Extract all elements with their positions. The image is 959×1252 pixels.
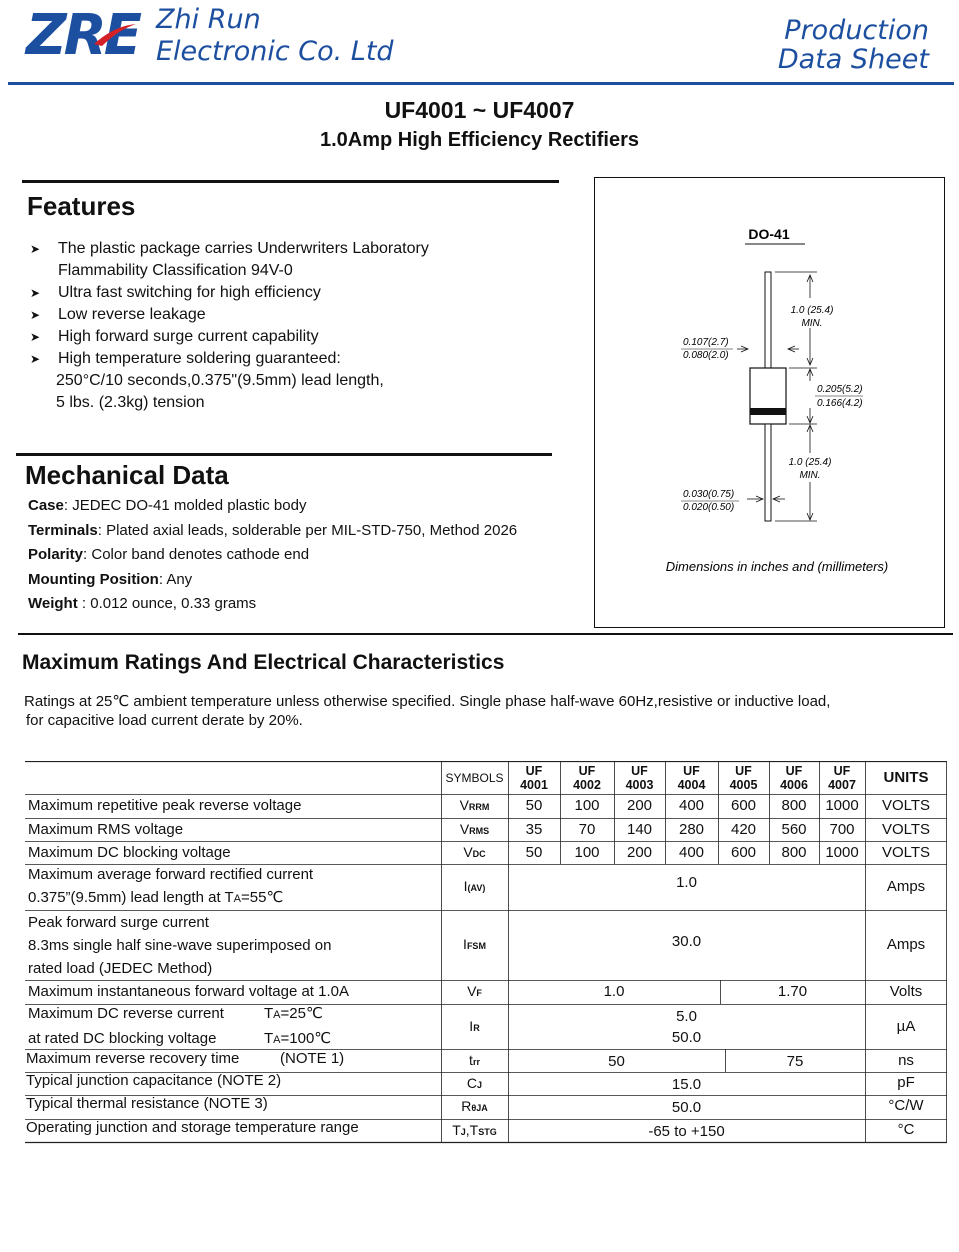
parameter-value: 560: [781, 820, 807, 838]
mechanical-value: : 0.012 ounce, 0.33 grams: [77, 595, 257, 612]
symbol-text: I(AV): [463, 878, 486, 894]
feature-item: [30, 304, 560, 326]
cell-line: 4003: [625, 777, 654, 792]
model-header: [560, 761, 614, 794]
cathode-band: [750, 408, 786, 415]
ratings-note-line1: Ratings at 25℃ ambient temperature unless otherwise specified. Single phase half-wave 60Hz,resistive or inductive load,: [24, 693, 831, 710]
model-header: [819, 761, 865, 794]
parameter-value: 280: [678, 820, 705, 838]
parameter-symbol: [441, 818, 508, 841]
symbol-text: VRMS: [459, 820, 490, 837]
cell-line: UF: [578, 763, 596, 778]
mechanical-row: [28, 519, 517, 544]
mechanical-row: [28, 494, 517, 519]
mechanical-value: : Any: [158, 570, 193, 588]
feature-text: Low reverse leakage: [58, 306, 206, 323]
cell-line: 4001: [520, 777, 548, 792]
part-range-title: UF4001 ~ UF4007: [384, 97, 575, 123]
parameter-symbol: [441, 841, 508, 864]
mechanical-value: : Plated axial leads, solderable per MIL-STD-750, Method 2026: [97, 521, 518, 539]
cell-line: UF: [631, 763, 648, 778]
parameter-description: Typical thermal resistance (NOTE 3): [26, 1095, 268, 1112]
parameter-value: 70: [578, 820, 596, 838]
parameter-symbol: [441, 794, 508, 818]
mechanical-label: Mounting Position: [28, 570, 159, 588]
mechanical-label: Weight: [28, 595, 78, 612]
parameter-value: 1.70: [777, 983, 808, 1000]
arrow-bullet-icon: ➤: [30, 308, 41, 322]
parameter-value: 140: [626, 820, 653, 838]
features-heading: Features: [27, 191, 136, 221]
svg-text:0.205(5.2): 0.205(5.2): [817, 384, 863, 395]
parameter-description: Maximum reverse recovery time (NOTE 1): [26, 1049, 345, 1067]
parameter-description: Maximum repetitive peak reverse voltage: [28, 797, 302, 814]
parameter-value: 600: [730, 843, 757, 861]
logo-swoosh-icon: [92, 18, 138, 48]
feature-text: Flammability Classification 94V-0: [58, 262, 293, 279]
cell-line: 50.0: [671, 1028, 702, 1046]
cell-line: rated load (JEDEC Method): [28, 959, 213, 977]
svg-text:0.020(0.50): 0.020(0.50): [683, 502, 735, 513]
arrow-bullet-icon: ➤: [30, 242, 41, 256]
parameter-unit: µA: [896, 1017, 916, 1035]
mechanical-label: Case: [28, 497, 64, 514]
ratings-note-line2: for capacitive load current derate by 20%.: [26, 712, 303, 729]
feature-text: 5 lbs. (2.3kg) tension: [56, 394, 205, 411]
parameter-unit: Volts: [889, 983, 923, 1000]
units-header: UNITS: [883, 768, 929, 786]
company-name: Zhi Run Electronic Co. Ltd: [156, 4, 394, 67]
symbol-text: TJ,TSTG: [452, 1121, 497, 1138]
parameter-value: 1.0: [676, 874, 697, 891]
model-header: [508, 761, 560, 794]
cell-line: 4007: [828, 777, 856, 792]
parameter-value: 30.0: [671, 933, 702, 950]
symbol-text: VRRM: [459, 797, 490, 813]
parameter-unit: Amps: [886, 878, 926, 895]
parameter-unit: Amps: [886, 936, 926, 953]
symbol-text: IFSM: [463, 936, 486, 952]
features-list: [30, 238, 560, 414]
svg-text:1.0 (25.4): 1.0 (25.4): [788, 457, 832, 468]
svg-text:0.030(0.75): 0.030(0.75): [683, 489, 735, 500]
feature-item: [30, 282, 560, 304]
feature-text: Ultra fast switching for high efficiency: [58, 284, 321, 301]
mechanical-label: Polarity: [28, 546, 84, 563]
parameter-unit: VOLTS: [881, 820, 931, 838]
parameter-value: 1.0: [603, 983, 625, 1000]
svg-text:0.080(2.0): 0.080(2.0): [683, 350, 729, 361]
parameter-value: [508, 1004, 865, 1049]
parameter-symbol: [441, 910, 508, 980]
cell-line: 4006: [780, 777, 808, 792]
parameter-symbol: [441, 980, 508, 1004]
cell-line: 4004: [677, 777, 706, 792]
parameter-unit: VOLTS: [881, 843, 931, 861]
svg-text:0.166(4.2): 0.166(4.2): [817, 398, 863, 409]
ratings-heading: Maximum Ratings And Electrical Characteristics: [22, 651, 505, 674]
cell-line: 4002: [573, 777, 601, 792]
features-divider: [22, 180, 559, 183]
company-logo: ZRE: [26, 3, 139, 68]
parameter-value: 400: [678, 797, 705, 814]
mechanical-label: Terminals: [28, 521, 98, 539]
header-divider: [8, 82, 954, 85]
arrow-bullet-icon: ➤: [30, 352, 41, 366]
package-label: DO-41: [748, 226, 790, 242]
ratings-table: [25, 761, 947, 1145]
feature-item: [30, 238, 560, 282]
ratings-divider: [18, 633, 953, 635]
parameter-unit: °C: [897, 1120, 915, 1138]
product-subtitle: 1.0Amp High Efficiency Rectifiers: [320, 129, 639, 151]
cell-line: UF: [683, 763, 700, 778]
feature-text: High forward surge current capability: [58, 328, 319, 345]
parameter-description: [28, 864, 438, 910]
parameter-description: [28, 910, 438, 980]
symbol-text: VDC: [463, 843, 486, 860]
feature-text: 250°C/10 seconds,0.375"(9.5mm) lead length,: [56, 372, 384, 389]
parameter-value: 50: [525, 797, 543, 814]
parameter-value: 50.0: [671, 1099, 702, 1116]
feature-text: High temperature soldering guaranteed:: [58, 350, 341, 367]
cell-line: 5.0: [676, 1007, 697, 1025]
arrow-bullet-icon: ➤: [30, 286, 41, 300]
model-header: [769, 761, 819, 794]
mechanical-divider: [16, 453, 552, 456]
mechanical-data-list: [28, 494, 517, 617]
parameter-value: 200: [626, 843, 653, 861]
parameter-unit: °C/W: [888, 1097, 924, 1114]
symbols-header: SYMBOLS: [445, 770, 504, 785]
svg-text:MIN.: MIN.: [801, 318, 823, 329]
document-type: Production Data Sheet: [777, 15, 929, 75]
parameter-value: 100: [574, 797, 600, 814]
symbol-text: trr: [469, 1051, 480, 1068]
symbol-text: IR: [469, 1017, 480, 1034]
symbol-text: CJ: [466, 1074, 483, 1091]
model-header: [614, 761, 665, 794]
parameter-value: 50: [525, 843, 543, 861]
parameter-value: 200: [626, 797, 653, 814]
mechanical-row: [28, 592, 517, 617]
cell-line: 8.3ms single half sine-wave superimposed on: [28, 936, 332, 954]
mechanical-value: : Color band denotes cathode end: [83, 546, 310, 563]
parameter-symbol: [441, 864, 508, 910]
svg-text:1.0 (25.4): 1.0 (25.4): [790, 305, 834, 316]
mechanical-value: : JEDEC DO-41 molded plastic body: [63, 497, 307, 514]
parameter-value: 50: [608, 1052, 625, 1070]
diagram-caption: Dimensions in inches and (millimeters): [665, 559, 889, 574]
parameter-description: Typical junction capacitance (NOTE 2): [26, 1071, 282, 1089]
parameter-symbol: [441, 1049, 508, 1072]
parameter-value: 700: [829, 820, 855, 838]
parameter-value: 75: [786, 1052, 804, 1070]
parameter-description: Operating junction and storage temperature range: [26, 1118, 359, 1136]
model-header: [718, 761, 769, 794]
parameter-unit: pF: [897, 1073, 915, 1091]
parameter-value: -65 to +150: [648, 1122, 725, 1140]
svg-text:MIN.: MIN.: [799, 470, 821, 481]
parameter-symbol: [441, 1072, 508, 1095]
parameter-value: 800: [781, 797, 807, 814]
cell-line: Maximum average forward rectified current: [28, 866, 314, 883]
parameter-unit: ns: [898, 1051, 914, 1069]
symbol-text: RθJA: [461, 1098, 488, 1114]
cell-line: UF: [833, 763, 851, 778]
parameter-description: Maximum instantaneous forward voltage at 1.0A: [28, 983, 349, 1000]
mechanical-row: [28, 568, 517, 593]
cell-line: UF: [525, 763, 543, 778]
diode-body: [750, 368, 786, 424]
mechanical-row: [28, 543, 517, 568]
parameter-description: Maximum DC blocking voltage: [28, 843, 231, 861]
cell-line: 4005: [729, 777, 758, 792]
parameter-symbol: [441, 1004, 508, 1049]
cell-line: Peak forward surge current: [28, 913, 209, 931]
arrow-bullet-icon: ➤: [30, 330, 41, 344]
parameter-value: 420: [730, 820, 757, 838]
feature-item: [30, 348, 560, 414]
parameter-unit: VOLTS: [881, 797, 931, 814]
do41-package-drawing: [595, 178, 943, 626]
parameter-value: 800: [781, 843, 807, 861]
parameter-symbol: [441, 1095, 508, 1119]
feature-text: The plastic package carries Underwriters Laboratory: [58, 240, 429, 257]
cell-line: UF: [735, 763, 752, 778]
feature-item: [30, 326, 560, 348]
parameter-value: 100: [574, 843, 600, 861]
svg-text:0.107(2.7): 0.107(2.7): [683, 337, 729, 348]
parameter-description: Maximum RMS voltage: [28, 820, 184, 838]
cell-line: UF: [785, 763, 803, 778]
parameter-value: 15.0: [671, 1075, 702, 1093]
parameter-symbol: [441, 1119, 508, 1142]
model-header: [665, 761, 718, 794]
parameter-value: 400: [678, 843, 705, 861]
parameter-value: 1000: [825, 797, 859, 814]
parameter-value: 35: [525, 820, 543, 838]
parameter-value: 1000: [825, 843, 859, 861]
symbol-text: VF: [467, 983, 482, 999]
parameter-value: 600: [730, 797, 757, 814]
cell-line: 0.375”(9.5mm) lead length at TA=55℃: [28, 889, 284, 906]
package-diagram-box: [594, 177, 945, 628]
parameter-description: Maximum DC reverse current TA=25℃ at rated DC blocking voltage TA=100℃: [28, 1004, 332, 1047]
mechanical-heading: Mechanical Data: [25, 460, 229, 490]
